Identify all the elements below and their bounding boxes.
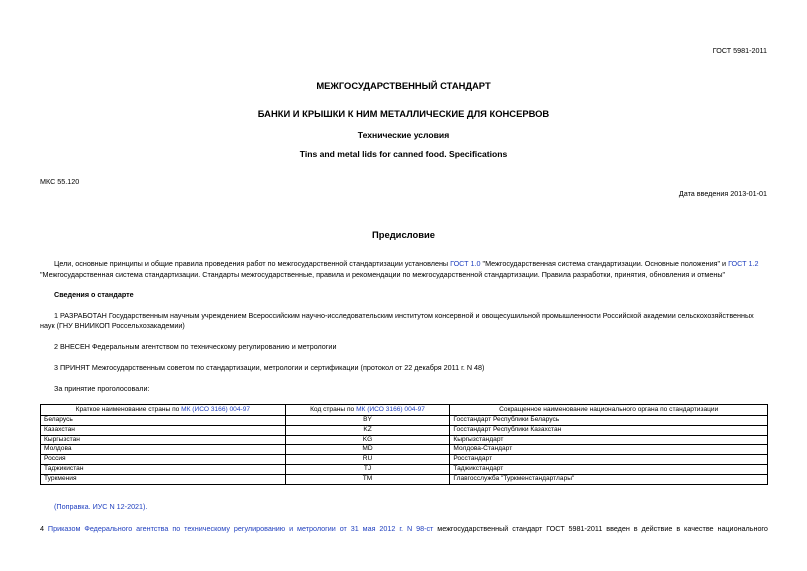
order-link-word[interactable]: N bbox=[406, 524, 413, 533]
order-link-word[interactable]: и bbox=[289, 524, 294, 533]
country-cell: Казахстан bbox=[41, 425, 286, 435]
table-row bbox=[41, 445, 768, 455]
item-text-word: действие bbox=[641, 524, 673, 533]
col-header-country bbox=[41, 405, 286, 416]
order-link-word[interactable]: Приказом bbox=[47, 524, 81, 533]
standard-type-title: МЕЖГОСУДАРСТВЕННЫЙ СТАНДАРТ bbox=[316, 80, 491, 91]
country-cell: Молдова bbox=[41, 445, 286, 455]
order-link-word[interactable]: техническому bbox=[184, 524, 230, 533]
mks-code: МКС 55.120 bbox=[40, 177, 80, 186]
order-link-word[interactable]: регулированию bbox=[233, 524, 286, 533]
order-link-word[interactable]: Федерального bbox=[84, 524, 133, 533]
item-text-word: в bbox=[676, 524, 681, 533]
item-text-word: межгосударственный bbox=[437, 524, 509, 533]
vote-table-header bbox=[41, 405, 768, 416]
header-text: Краткое наименование страны по bbox=[75, 405, 182, 413]
standard-name-en: Tins and metal lids for canned food. Specifications bbox=[299, 149, 508, 159]
col-header-code bbox=[285, 405, 450, 416]
code-cell: TJ bbox=[285, 464, 450, 474]
foreword-text: Цели, основные принципы и общие правила проведения работ по межгосударственной стандартизации установлены bbox=[54, 259, 451, 268]
item-adopted: 3 ПРИНЯТ Межгосударственным советом по стандартизации, метрологии и сертификации (протокол от 22 декабря 2011 г. N 48) bbox=[54, 363, 485, 372]
item-developed: 1 РАЗРАБОТАН Государственным научным учреждением Всероссийским научно-исследовательским институтом консервной и овощесушильной промышленности Российской академии сельскохозяйственных наук (ГНУ ВНИИКОП Россельхозакадемии) bbox=[40, 311, 754, 330]
standards-body-cell: Молдова-Стандарт bbox=[450, 445, 768, 455]
foreword-paragraph bbox=[40, 258, 768, 280]
table-row bbox=[41, 455, 768, 465]
item-number: 4 bbox=[40, 524, 44, 533]
standards-body-cell: Госстандарт Республики Казахстан bbox=[450, 425, 768, 435]
table-row bbox=[41, 425, 768, 435]
table-row bbox=[41, 474, 768, 484]
code-cell: KG bbox=[285, 435, 450, 445]
standards-body-cell: Главгосслужба "Туркменстандартлары" bbox=[450, 474, 768, 484]
item-text-word: ГОСТ bbox=[546, 524, 565, 533]
country-cell: Таджикистан bbox=[41, 464, 286, 474]
correction-paren: ( bbox=[54, 502, 57, 511]
header-text: Код страны по bbox=[310, 405, 357, 413]
item-text-word: 5981-2011 bbox=[568, 524, 603, 533]
order-link-word[interactable]: г. bbox=[399, 524, 404, 533]
vote-table bbox=[40, 404, 768, 485]
code-cell: BY bbox=[285, 416, 450, 426]
country-cell: Беларусь bbox=[41, 416, 286, 426]
order-link-word[interactable]: 31 bbox=[350, 524, 359, 533]
code-cell: RU bbox=[285, 455, 450, 465]
order-link-word[interactable]: мая bbox=[362, 524, 376, 533]
country-cell: Россия bbox=[41, 455, 286, 465]
item-text-word: в bbox=[633, 524, 638, 533]
table-row bbox=[41, 416, 768, 426]
code-cell: TM bbox=[285, 474, 450, 484]
col-header-body: Сокращенное наименование национального органа по стандартизации bbox=[450, 405, 768, 416]
document-code: ГОСТ 5981-2011 bbox=[712, 46, 767, 55]
foreword-text: "Межгосударственная система стандартизации. Стандарты межгосударственные, правила и рекомендации по межгосударственной стандартизации. Правила разработки, принятия, обновления и отмены" bbox=[40, 270, 726, 279]
order-link-word[interactable]: 2012 bbox=[379, 524, 396, 533]
mk-iso-link[interactable]: МК (ИСО 3166) 004-97 bbox=[356, 405, 425, 413]
item-submitted: 2 ВНЕСЕН Федеральным агентством по техническому регулированию и метрологии bbox=[54, 342, 337, 351]
code-cell: KZ bbox=[285, 425, 450, 435]
correction-note bbox=[54, 502, 147, 512]
code-cell: MD bbox=[285, 445, 450, 455]
order-link-word[interactable]: по bbox=[172, 524, 181, 533]
intro-date: Дата введения 2013-01-01 bbox=[678, 189, 767, 198]
standard-name-ru: БАНКИ И КРЫШКИ К НИМ МЕТАЛЛИЧЕСКИЕ ДЛЯ КОНСЕРВОВ bbox=[257, 108, 550, 119]
order-link-word[interactable]: метрологии bbox=[297, 524, 336, 533]
table-row bbox=[41, 464, 768, 474]
foreword-text: "Межгосударственная система стандартизации. Основные положения" и bbox=[480, 259, 729, 268]
item-enacted-line bbox=[40, 524, 768, 534]
table-row bbox=[41, 435, 768, 445]
item-text-word: стандарт bbox=[512, 524, 543, 533]
standards-body-cell: Таджикстандарт bbox=[450, 464, 768, 474]
gost-1-2-link[interactable]: ГОСТ 1.2 bbox=[728, 259, 759, 268]
correction-text: . ИУС N 12-2021). bbox=[88, 502, 148, 511]
standard-subtitle-ru: Технические условия bbox=[357, 130, 450, 140]
mk-iso-link[interactable]: МК (ИСО 3166) 004-97 bbox=[181, 405, 251, 413]
standards-body-cell: Росстандарт bbox=[450, 455, 768, 465]
item-text-word: введен bbox=[606, 524, 630, 533]
country-cell: Кыргызстан bbox=[41, 435, 286, 445]
item-text-word: национального bbox=[717, 524, 768, 533]
order-link-word[interactable]: от bbox=[339, 524, 347, 533]
standards-body-cell: Госстандарт Республики Беларусь bbox=[450, 416, 768, 426]
standard-info-heading: Сведения о стандарте bbox=[54, 290, 134, 299]
item-enacted bbox=[40, 524, 768, 534]
order-link-word[interactable]: 98-ст bbox=[416, 524, 434, 533]
vote-intro: За принятие проголосовали: bbox=[54, 384, 150, 393]
country-cell: Туркмения bbox=[41, 474, 286, 484]
item-text-word: качестве bbox=[684, 524, 714, 533]
standards-body-cell: Кыргызстандарт bbox=[450, 435, 768, 445]
correction-link[interactable]: Поправка bbox=[56, 502, 89, 511]
foreword-heading: Предисловие bbox=[372, 229, 435, 240]
vote-table-body bbox=[41, 416, 768, 485]
order-link-word[interactable]: агентства bbox=[136, 524, 169, 533]
gost-1-0-link[interactable]: ГОСТ 1.0 bbox=[450, 259, 481, 268]
